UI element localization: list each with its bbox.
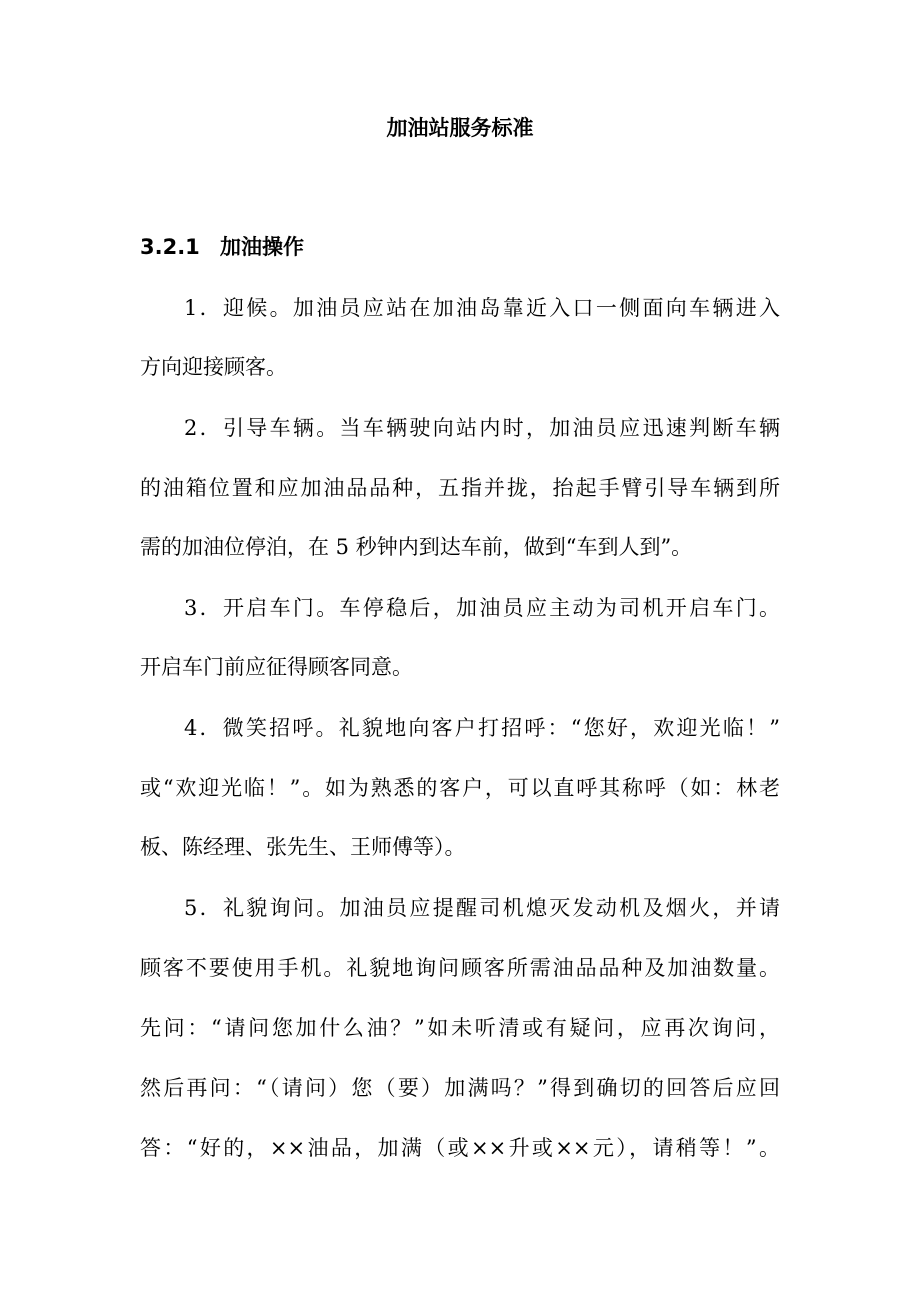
document-title: 加油站服务标准 xyxy=(386,116,534,140)
paragraph-line: 或“欢迎光临！”。如为熟悉的客户，可以直呼其称呼（如：林老 xyxy=(140,776,780,800)
paragraph-line: 顾客不要使用手机。礼貌地询问顾客所需油品品种及加油数量。 xyxy=(140,956,780,980)
paragraph-line: 方向迎接顾客。 xyxy=(140,355,287,379)
paragraph-line: 先问：“请问您加什么油？”如未听清或有疑问，应再次询问， xyxy=(140,1016,780,1040)
paragraph-line: 5．礼貌询问。加油员应提醒司机熄灭发动机及烟火，并请 xyxy=(184,896,780,920)
paragraph-line: 4．微笑招呼。礼貌地向客户打招呼：“您好，欢迎光临！” xyxy=(184,716,780,740)
paragraph-line: 2．引导车辆。当车辆驶向站内时，加油员应迅速判断车辆 xyxy=(184,416,780,440)
section-number: 3.2.1 xyxy=(140,235,200,259)
section-title: 加油操作 xyxy=(220,235,304,259)
section-heading xyxy=(140,231,304,263)
paragraph-line: 然后再问：“（请问）您（要）加满吗？”得到确切的回答后应回 xyxy=(140,1076,780,1100)
paragraph-line: 3．开启车门。车停稳后，加油员应主动为司机开启车门。 xyxy=(184,596,780,620)
paragraph-line: 需的加油位停泊，在 5 秒钟内到达车前，做到“车到人到”。 xyxy=(140,535,693,559)
paragraph-line: 开启车门前应征得顾客同意。 xyxy=(140,655,413,679)
paragraph-line: 答：“好的，××油品，加满（或××升或××元），请稍等！”。 xyxy=(140,1136,780,1160)
paragraph-line: 1．迎候。加油员应站在加油岛靠近入口一侧面向车辆进入 xyxy=(184,296,780,320)
paragraph-line: 的油箱位置和应加油品品种，五指并拢，抬起手臂引导车辆到所 xyxy=(140,476,780,500)
paragraph-line: 板、陈经理、张先生、王师傅等）。 xyxy=(140,835,466,859)
